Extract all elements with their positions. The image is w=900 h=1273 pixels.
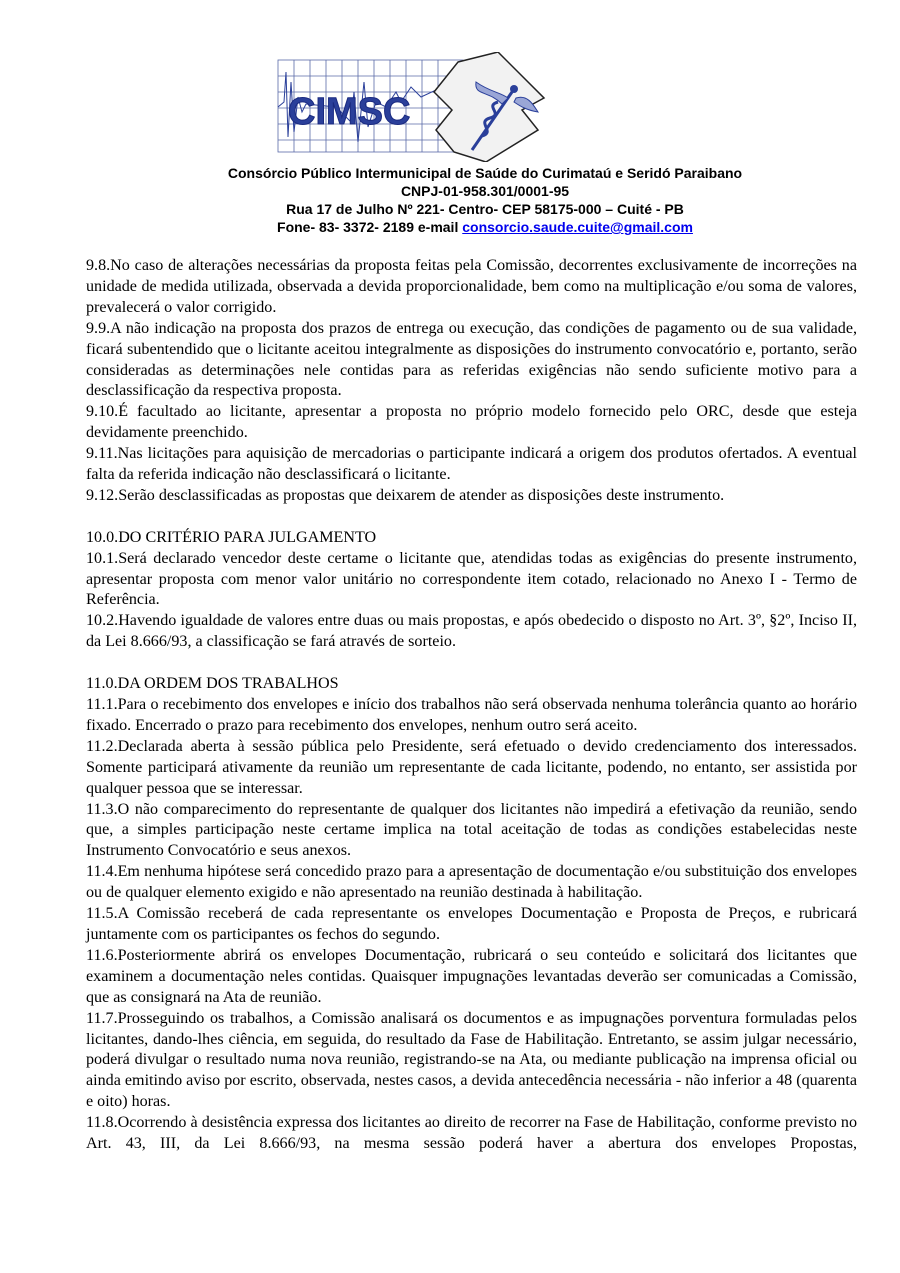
medical-cross-icon (434, 52, 544, 162)
clause-11-8: 11.8.Ocorrendo à desistência expressa dos licitantes ao direito de recorrer na Fase de Habilitação, conforme previsto no Art. 43, III, da Lei 8.666/93, na mesma sessão poderá haver a abertura dos envelopes Propostas, (86, 1114, 857, 1153)
clause-10-1: 10.1.Será declarado vencedor deste certame o licitante que, atendidas todas as exigências do presente instrumento, apresentar proposta com menor valor unitário no correspondente item cotado, relacionado no Anexo I - Termo de Referência. (86, 549, 857, 609)
spacer (86, 507, 857, 528)
spacer (86, 653, 857, 674)
clause-11-7: 11.7.Prosseguindo os trabalhos, a Comissão analisará os documentos e as impugnações porventura formuladas pelos licitantes, dando-lhes ciência, em seguida, do resultado da Fase de Habilitação. Entretanto, se assim julgar necessário, poderá divulgar o resultado numa nova reunião, registrando-se na Ata, ou mediante publicação na imprensa oficial ou ainda emitindo aviso por escrito, observada, nestes casos, a devida antecedência necessária - não inferior a 48 (quarenta e oito) horas. (86, 1009, 857, 1111)
org-contact (0, 218, 900, 236)
section-11-title: 11.0.DA ORDEM DOS TRABALHOS (86, 675, 339, 693)
clause-11-1: 11.1.Para o recebimento dos envelopes e início dos trabalhos não será observada nenhuma tolerância quanto ao horário fixado. Encerrado o prazo para recebimento dos envelopes, nenhum outro será aceito. (86, 696, 857, 734)
document-body (86, 256, 857, 1155)
clause-11-2: 11.2.Declarada aberta à sessão pública pelo Presidente, será efetuado o devido credenciamento dos interessados. Somente participará ativamente da reunião um representante de cada licitante, podendo, no entanto, ser assistida por qualquer pessoa que se interessar. (86, 737, 857, 797)
clause-9-9: 9.9.A não indicação na proposta dos prazos de entrega ou execução, das condições de pagamento ou de sua validade, ficará subentendido que o licitante aceitou integralmente as disposições do instrumento convocatório e, portanto, serão consideradas as determinações nele contidas para as referidas exigências não sendo suficiente motivo para a desclassificação da respectiva proposta. (86, 319, 857, 400)
email-link[interactable]: consorcio.saude.cuite@gmail.com (462, 219, 693, 235)
org-phone: Fone- 83- 3372- 2189 e-mail (277, 219, 463, 235)
clause-10-2: 10.2.Havendo igualdade de valores entre duas ou mais propostas, e após obedecido o disposto no Art. 3º, §2º, Inciso II, da Lei 8.666/93, a classificação se fará através de sorteio. (86, 612, 857, 651)
clause-11-6: 11.6.Posteriormente abrirá os envelopes Documentação, rubricará o seu conteúdo e solicitará dos licitantes que examinem a documentação neles contidas. Quaisquer impugnações levantadas deverão ser comunicadas a Comissão, que as consignará na Ata de reunião. (86, 946, 857, 1006)
clause-9-12: 9.12.Serão desclassificadas as propostas que deixarem de atender as disposições deste instrumento. (86, 486, 725, 504)
clause-11-4: 11.4.Em nenhuma hipótese será concedido prazo para a apresentação de documentação e/ou substituição dos envelopes ou de qualquer elemento exigido e não apresentado na reunião destinada à habilitação. (86, 863, 857, 902)
logo-text: CIMSC (288, 91, 411, 133)
clause-9-8: 9.8.No caso de alterações necessárias da proposta feitas pela Comissão, decorrentes exclusivamente de incorreções na unidade de medida utilizada, observada a devida proporcionalidade, bem como na multiplicação e/ou soma de valores, prevalecerá o valor corrigido. (86, 257, 857, 316)
letterhead (0, 164, 900, 236)
clause-9-11: 9.11.Nas licitações para aquisição de mercadorias o participante indicará a origem dos produtos ofertados. A eventual falta da referida indicação não desclassificará o licitante. (86, 445, 857, 484)
cimsc-logo (276, 52, 546, 162)
clause-9-10: 9.10.É facultado ao licitante, apresentar a proposta no próprio modelo fornecido pelo ORC, desde que esteja devidamente preenchido. (86, 403, 857, 442)
org-address: Rua 17 de Julho Nº 221- Centro- CEP 58175-000 – Cuité - PB (286, 201, 684, 217)
section-10-title: 10.0.DO CRITÉRIO PARA JULGAMENTO (86, 528, 377, 546)
org-cnpj: CNPJ-01-958.301/0001-95 (400, 183, 570, 199)
clause-11-3: 11.3.O não comparecimento do representante de qualquer dos licitantes não impedirá a efetivação da reunião, sendo que, a simples participação neste certame implica na total aceitação de todas as condições estabelecidas neste Instrumento Convocatório e seus anexos. (86, 800, 857, 860)
org-name: Consórcio Público Intermunicipal de Saúde do Curimataú e Seridó Paraibano (227, 165, 743, 181)
clause-11-5: 11.5.A Comissão receberá de cada representante os envelopes Documentação e Proposta de Preços, e rubricará juntamente com os participantes os fechos do segundo. (86, 905, 857, 943)
